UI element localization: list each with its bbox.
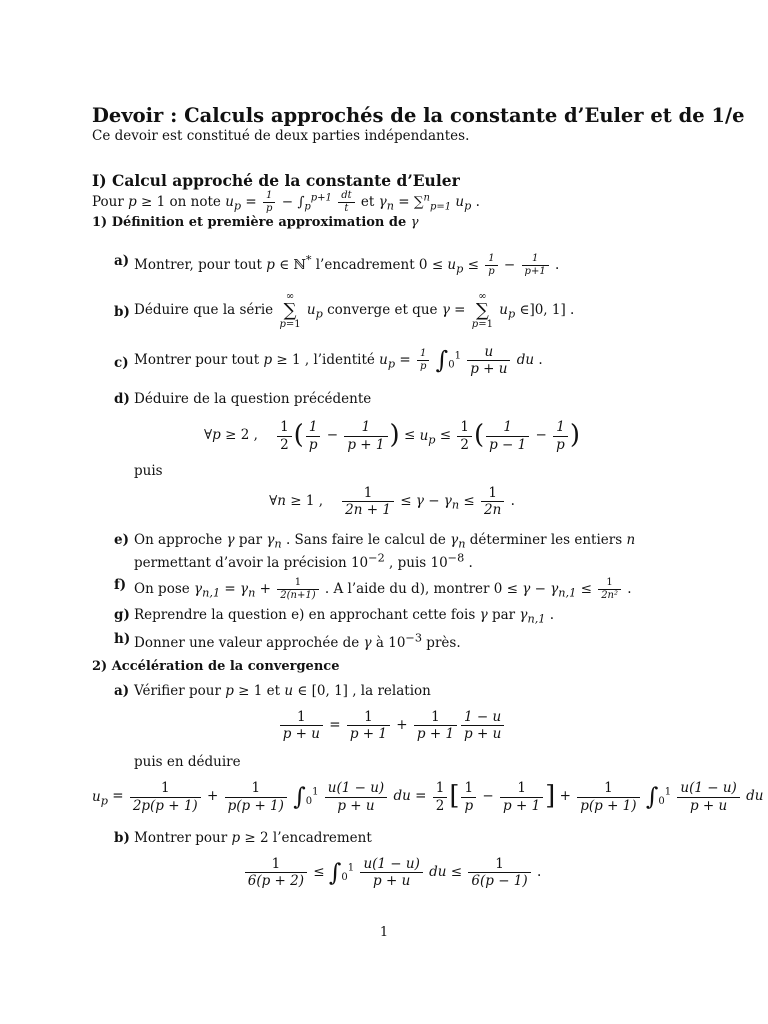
question-2b: b) Montrer pour p ≥ 2 l’encadrement $\frac{1}{6(p + 2)}$ ≤ $\int_0^1$ $\frac{u(1 - u)}{p + u}$ du ≤ $\frac{1}{6(p - 1)}$ . [92, 830, 692, 890]
question-label: a) [114, 252, 130, 269]
question-1e: e) On approche γ par $\gamma_n$ . Sans faire le calcul de $\gamma_n$ déterminer les entiers n permettant d’avoir la précision $10^{-2}$ , puis $10^{-8}$ . [114, 532, 636, 571]
puis-text: puis [134, 462, 163, 479]
question-label: e) [114, 532, 129, 549]
document-subtitle: Ce devoir est constitué de deux parties indépendantes. [92, 128, 470, 145]
question-1d: d) Déduire de la question précédente ∀p ≥ 2 , $\frac{1}{2}$ ( $\frac{1}{p}$ − $\frac{1}{p + 1}$ ) ≤ $u_p$ ≤ $\frac{1}{2}$ ( $\frac{1}{p - 1}$ − $\frac{1}{p}$ ) puis ∀n ≥ 1 , $\frac{1}{2n + 1}$ ≤ $\gamma - \gamma_n$ ≤ $\frac{1}{2n}$ . [92, 391, 692, 518]
question-1h: h) Donner une valeur approchée de γ à $10^{-3}$ près. [114, 631, 461, 651]
question-1a: a) Montrer, pour tout p ∈ ℕ* l’encadrement $0 \le u_p$ ≤ $\frac{1}{p}$ − $\frac{1}{p+1}$ . [114, 252, 560, 277]
subsection-heading-1: 1) Définition et première approximation de γ [92, 215, 419, 231]
question-label: h) [114, 631, 131, 648]
question-1b: b) Déduire que la série ∞ ∑ p=1 $u_p$ converge et que γ = ∞ ∑ p=1 $u_p$ ∈]0, 1] . [114, 290, 575, 330]
display-equation-3: $\frac{1}{p + u}$ = $\frac{1}{p + 1}$ + $\frac{1}{p + 1}$ $\frac{1 - u}{p + u}$ [92, 709, 692, 742]
question-label: g) [114, 607, 130, 624]
subsection-heading-2: 2) Accélération de la convergence [92, 659, 340, 675]
display-equation-1: ∀p ≥ 2 , $\frac{1}{2}$ ( $\frac{1}{p}$ − $\frac{1}{p + 1}$ ) ≤ $u_p$ ≤ $\frac{1}{2}$ ( $\frac{1}{p - 1}$ − $\frac{1}{p}$ ) [204, 419, 580, 453]
question-1c: c) Montrer pour tout p ≥ 1 , l’identité $u_p$ = $\frac{1}{p}$ $\int_0^1$ $\frac{u}{p + u}$ du . [114, 343, 543, 377]
section-heading: I) Calcul approché de la constante d’Euler [92, 170, 460, 190]
display-equation-2: ∀n ≥ 1 , $\frac{1}{2n + 1}$ ≤ $\gamma - \gamma_n$ ≤ $\frac{1}{2n}$ . [269, 484, 515, 519]
question-label: b) [114, 303, 130, 320]
display-equation-5: $\frac{1}{6(p + 2)}$ ≤ $\int_0^1$ $\frac{u(1 - u)}{p + u}$ du ≤ $\frac{1}{6(p - 1)}$ . [92, 856, 692, 889]
puis-deduire-text: puis en déduire [134, 754, 241, 771]
question-label: c) [114, 354, 129, 371]
question-1g: g) Reprendre la question e) en approchant cette fois γ par $\gamma_{n,1}$ . [114, 607, 555, 626]
display-equation-4: $u_p$ = $\frac{1}{2p(p + 1)}$ + $\frac{1}{p(p + 1)}$ $\int_0^1$ $\frac{u(1 - u)}{p + u}$ du = $\frac{1}{2}$ [ $\frac{1}{p}$ − $\frac{1}{p + 1}$ ] + $\frac{1}{p(p + 1)}$ $\int_0^1$ $\frac{u(1 - u)}{p + u}$ du [92, 780, 764, 814]
document-page [92, 104, 764, 890]
question-1f: f) On pose $\gamma_{n,1} = \gamma_n$ + $\frac{1}{2(n+1)}$ . A l’aide du d), montrer $0 \le \gamma - \gamma_{n,1}$ ≤ $\frac{1}{\text{2n²}}$ . [114, 577, 632, 602]
question-label: a) [114, 682, 130, 699]
question-label: f) [114, 577, 127, 594]
question-2a: a) Vérifier pour p ≥ 1 et u ∈ [0, 1] , la relation $\frac{1}{p + u}$ = $\frac{1}{p + 1}$ + $\frac{1}{p + 1}$ $\frac{1 - u}{p + u}$ puis en déduire $u_p$ = $\frac{1}{2p(p + 1)}$ + $\frac{1}{p(p + 1)}$ $\int_0^1$ $\frac{u(1 - u)}{p + u}$ du = $\frac{1}{2}$ [ $\frac{1}{p}$ − $\frac{1}{p + 1}$ ] + $\frac{1}{p(p + 1)}$ $\int_0^1$ $\frac{u(1 - u)}{p + u}$ du [92, 682, 764, 814]
question-label: b) [114, 829, 130, 846]
question-label: d) [114, 391, 130, 408]
section-intro: Pour p ≥ 1 on note $u_p$ = $\frac{1}{p}$ − $\int_p^{p+1}$ $\frac{dt}{t}$ et $\gamma_n = \sum^n_{p=1}$ $u_p$ . [92, 190, 480, 215]
page-number: 1 [379, 925, 389, 940]
document-title: Devoir : Calculs approchés de la constante d’Euler et de 1/e [92, 104, 745, 127]
